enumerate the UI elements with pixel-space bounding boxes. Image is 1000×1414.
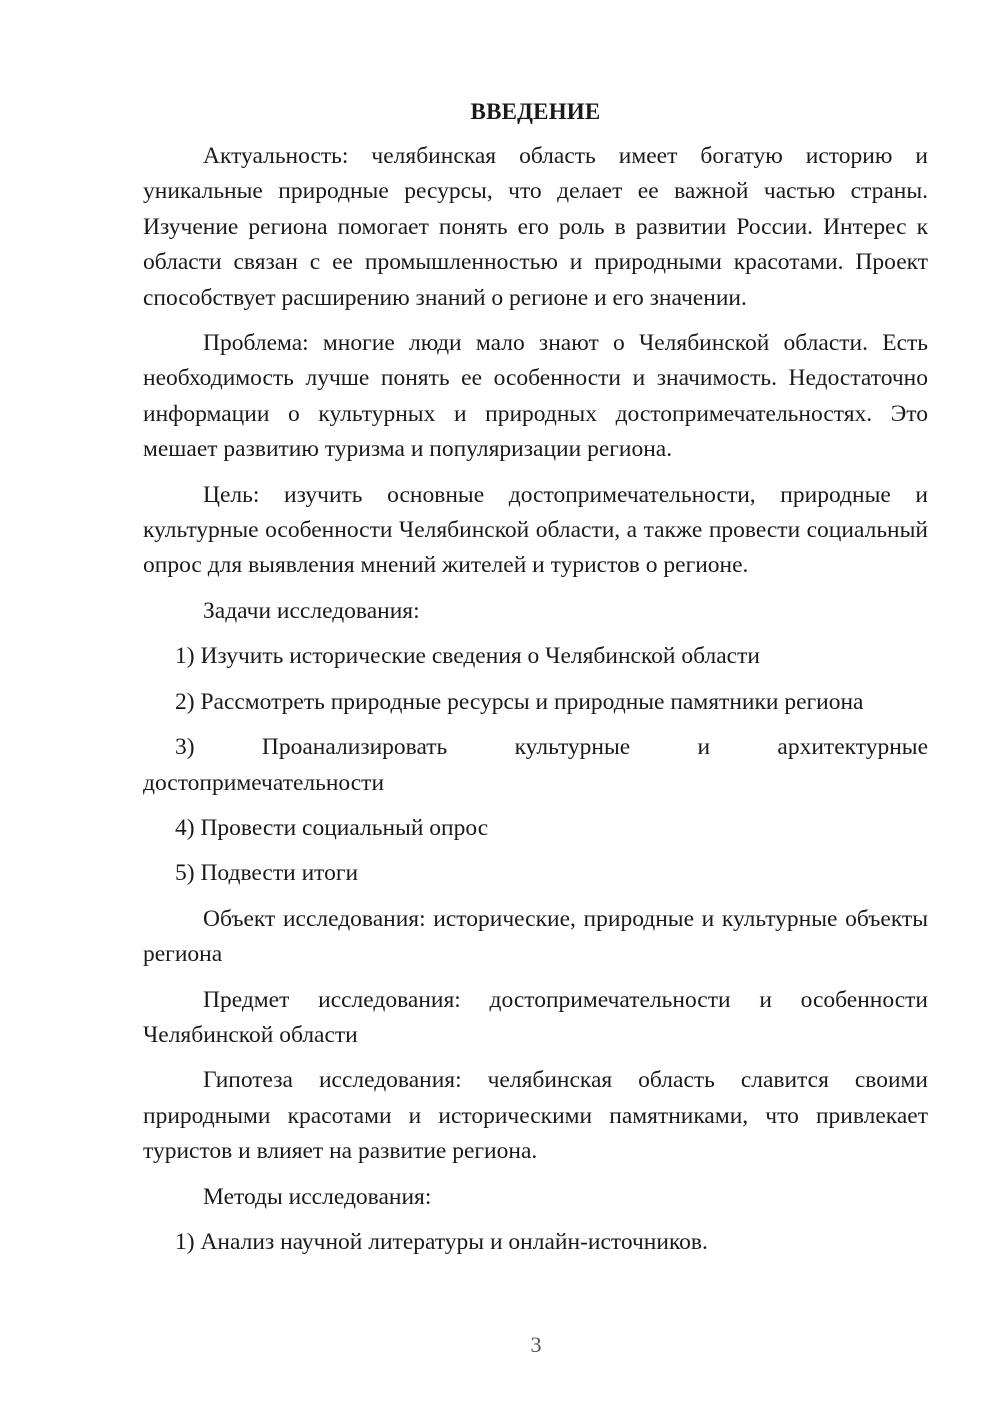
paragraph-methods-heading: Методы исследования: [203, 1183, 432, 1210]
paragraph-relevance: Актуальность: челябинская область имеет богатую историю и уникальные природные ресурсы, что делает ее важной частью страны. Изучение региона помогает понять его роль в развитии России. Интерес к области связан с ее промышленностью и природными красотами. Проект способствует расширению знаний о регионе и его значении. [143, 143, 928, 311]
task-item-5: 5) Подвести итоги [175, 860, 359, 887]
document-body [143, 96, 928, 1270]
paragraph-goal: Цель: изучить основные достопримечательности, природные и культурные особенности Челябинской области, а также провести социальный опрос для выявления мнений жителей и туристов о регионе. [143, 481, 928, 579]
page-number: 3 [530, 1332, 542, 1357]
paragraph-tasks-heading: Задачи исследования: [203, 597, 420, 624]
task-item-1: 1) Изучить исторические сведения о Челябинской области [175, 643, 760, 670]
task-item-2: 2) Рассмотреть природные ресурсы и природные памятники региона [175, 688, 864, 715]
method-item-1: 1) Анализ научной литературы и онлайн-источников. [175, 1228, 708, 1255]
paragraph-subject: Предмет исследования: достопримечательности и особенности Челябинской области [143, 986, 928, 1048]
task-item-3: 3) Проанализировать культурные и архитектурные достопримечательности [143, 734, 928, 796]
paragraph-problem: Проблема: многие люди мало знают о Челябинской области. Есть необходимость лучше понять ее особенности и значимость. Недостаточно информации о культурных и природных достопримечательностях. Это мешает развитию туризма и популяризации региона. [143, 330, 928, 463]
paragraph-object: Объект исследования: исторические, природные и культурные объекты региона [143, 905, 928, 968]
paragraph-hypothesis: Гипотеза исследования: челябинская область славится своими природными красотами и историческими памятниками, что привлекает туристов и влияет на развитие региона. [143, 1067, 928, 1165]
task-item-4: 4) Провести социальный опрос [175, 814, 489, 841]
section-title: ВВЕДЕНИЕ [470, 99, 601, 124]
